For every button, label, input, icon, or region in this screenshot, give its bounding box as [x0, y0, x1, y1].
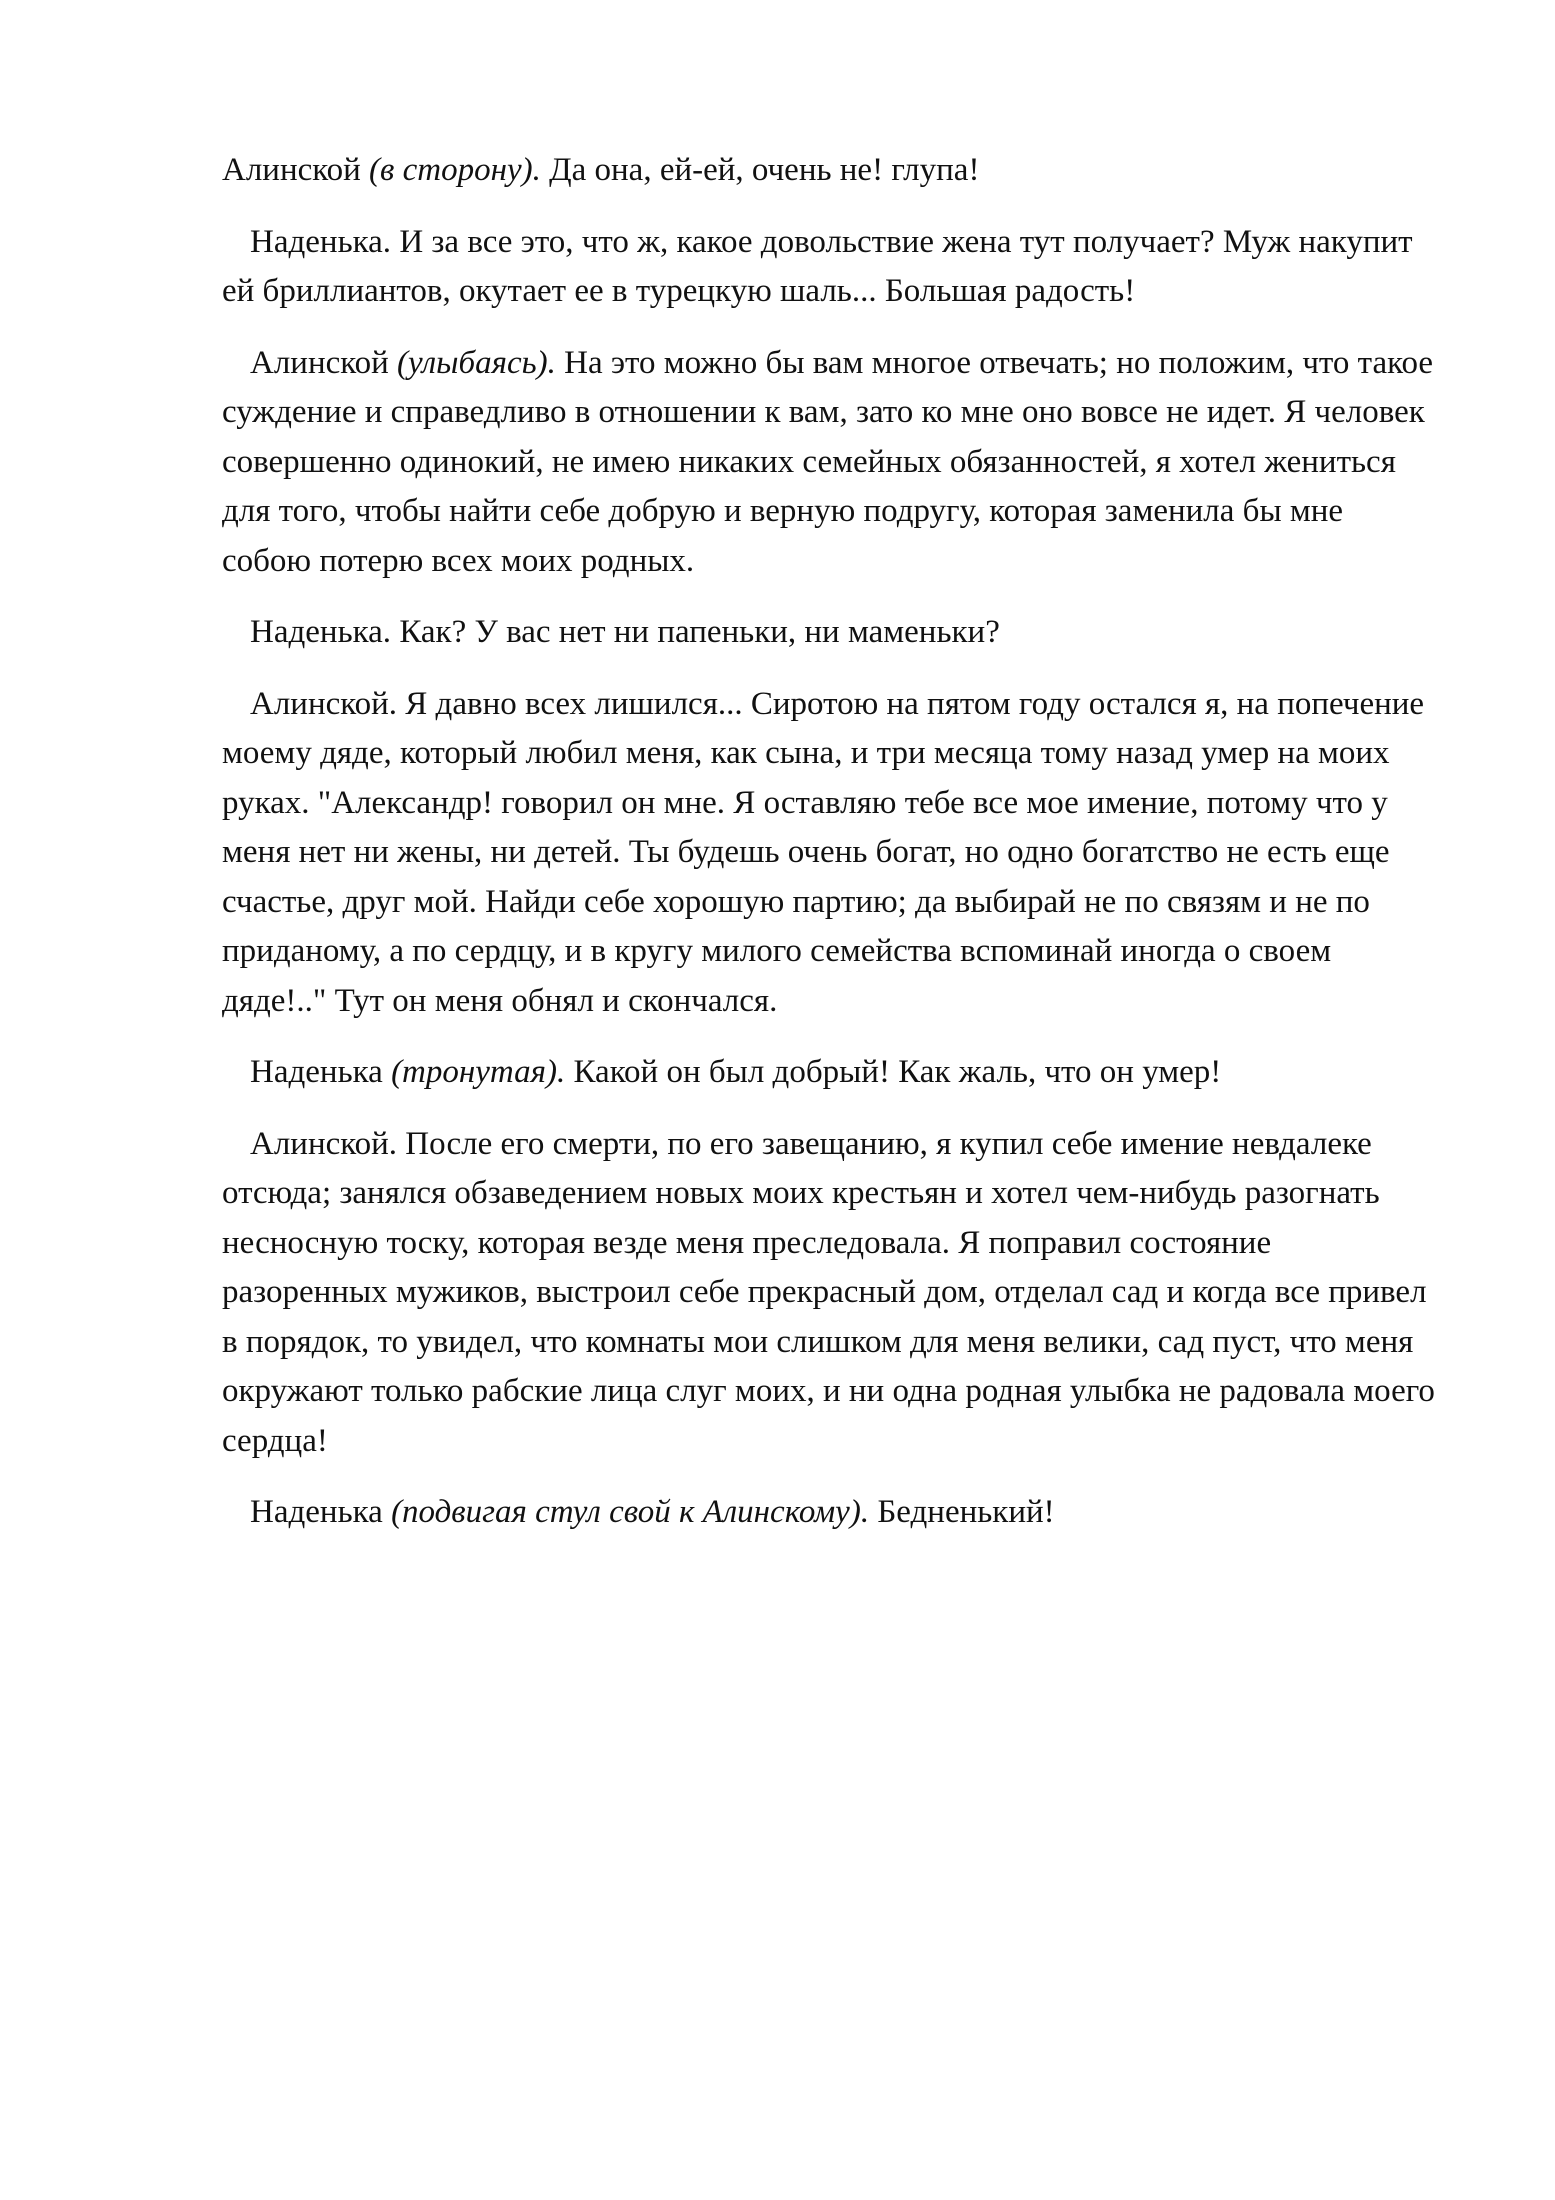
- speaker-name: Алинской.: [250, 1125, 398, 1162]
- dialogue-text: Бедненький!: [877, 1494, 1055, 1530]
- speaker-name: Наденька: [250, 1054, 383, 1090]
- document-page: [222, 146, 1437, 1560]
- speaker-name: Алинской.: [250, 685, 398, 722]
- dialogue-paragraph: [222, 680, 1437, 1027]
- speaker-name: Наденька.: [250, 614, 392, 650]
- dialogue-text: Какой он был добрый! Как жаль, что он умер!: [573, 1054, 1222, 1090]
- dialogue-text: На это можно бы вам многое отвечать; но положим, что такое суждение и справедливо в отношении к вам, зато ко мне оно вовсе не идет. Я человек совершенно одинокий, не имею никаких семейных обязанностей, я хотел жениться для того, чтобы найти себе добрую и верную подругу, которая заменила бы мне собою потерю всех моих родных.: [222, 344, 1434, 579]
- dialogue-paragraph: [222, 1488, 1437, 1538]
- speaker-name: Алинской: [250, 344, 389, 381]
- dialogue-paragraph: [222, 1048, 1437, 1098]
- stage-direction: (подвигая стул свой к Алинскому).: [391, 1494, 870, 1530]
- speaker-name: Наденька.: [250, 223, 392, 260]
- stage-direction: (в сторону).: [369, 152, 541, 188]
- dialogue-text: Я давно всех лишился... Сиротою на пятом году остался я, на попечение моему дяде, который любил меня, как сына, и три месяца тому назад умер на моих руках. "Александр! говорил он мне. Я оставляю тебе все мое имение, потому что у меня нет ни жены, ни детей. Ты будешь очень богат, но одно богатство не есть еще счастье, друг мой. Найди себе хорошую партию; да выбирай не по связям и не по приданому, а по сердцу, и в кругу милого семейства вспоминай иногда о своем дяде!.." Тут он меня обнял и скончался.: [222, 685, 1425, 1019]
- dialogue-text: И за все это, что ж, какое довольствие жена тут получает? Муж накупит ей бриллиантов, окутает ее в турецкую шаль... Большая радость!: [222, 223, 1413, 309]
- speaker-name: Наденька: [250, 1494, 383, 1530]
- dialogue-paragraph: [222, 608, 1437, 658]
- dialogue-paragraph: [222, 218, 1437, 317]
- dialogue-text: Да она, ей-ей, очень не! глупа!: [549, 152, 980, 188]
- dialogue-text: После его смерти, по его завещанию, я купил себе имение невдалеке отсюда; занялся обзаведением новых моих крестьян и хотел чем-нибудь разогнать несносную тоску, которая везде меня преследовала. Я поправил состояние разоренных мужиков, выстроил себе прекрасный дом, отделал сад и когда все привел в порядок, то увидел, что комнаты мои слишком для меня велики, сад пуст, что меня окружают только рабские лица слуг моих, и ни одна родная улыбка не радовала моего сердца!: [222, 1125, 1435, 1459]
- dialogue-paragraph: [222, 1120, 1437, 1467]
- dialogue-text: Как? У вас нет ни папеньки, ни маменьки?: [399, 614, 1000, 650]
- stage-direction: (улыбаясь).: [397, 344, 556, 381]
- dialogue-paragraph: [222, 146, 1437, 196]
- stage-direction: (тронутая).: [391, 1054, 566, 1090]
- speaker-name: Алинской: [222, 152, 361, 188]
- dialogue-paragraph: [222, 339, 1437, 587]
